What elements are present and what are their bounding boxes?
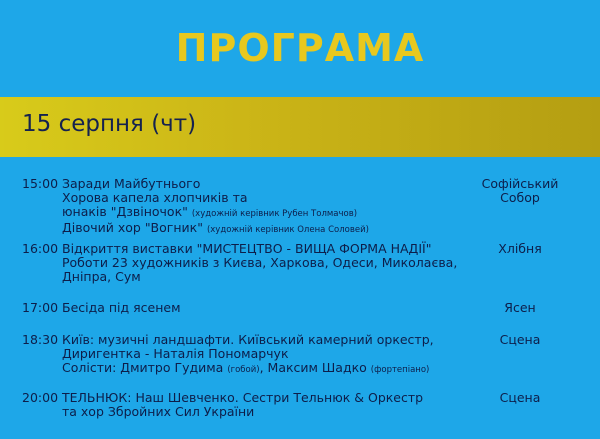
page-title: ПРОГРАМА <box>175 26 425 70</box>
event-line: Роботи 23 художників з Києва, Харкова, Одеси, Миколаєва, <box>62 255 458 270</box>
event-place: Сцена <box>499 390 541 405</box>
event-line: Хорова капела хлопчиків та <box>62 190 248 205</box>
event-time: 16:00 <box>22 241 59 256</box>
event-text: Дівочий хор "Вогник" <box>62 220 203 235</box>
date-heading: 15 серпня (чт) <box>22 111 197 137</box>
event-line: ТЕЛЬНЮК: Наш Шевченко. Сестри Тельнюк & Оркестр <box>62 390 424 405</box>
event-place: Хлібня <box>498 241 542 256</box>
event-time: 20:00 <box>22 390 59 405</box>
event-line: Заради Майбутнього <box>62 176 201 191</box>
event-note: (гобой) <box>227 365 260 375</box>
event-note: (художній керівник Рубен Толмачов) <box>191 209 358 219</box>
event-note: (фортепіано) <box>370 365 430 375</box>
event-description <box>62 242 482 284</box>
event-line: Диригентка - Наталія Пономарчук <box>62 346 289 361</box>
event-line: та хор Збройних Сил України <box>62 404 255 419</box>
event-text: Солісти: Дмитро Гудима <box>62 360 224 375</box>
event-description <box>62 177 482 237</box>
event-place: Ясен <box>504 300 536 315</box>
date-band <box>0 97 600 157</box>
event-time: 18:30 <box>22 332 59 347</box>
event-text: юнаків "Дзвіночок" <box>62 204 188 219</box>
event-line <box>62 361 482 377</box>
event-line: Відкриття виставки "МИСТЕЦТВО - ВИЩА ФОРМА НАДІЇ" <box>62 241 432 256</box>
place-line: Софійський <box>481 176 559 191</box>
place-line: Собор <box>500 190 540 205</box>
event-line <box>62 205 482 221</box>
event-text: , Максим Шадко <box>259 360 367 375</box>
event-line <box>62 221 482 237</box>
event-time: 17:00 <box>22 300 59 315</box>
event-place: Сцена <box>499 332 541 347</box>
event-description <box>62 391 482 419</box>
event-description <box>62 333 482 377</box>
event-description <box>62 301 482 315</box>
event-line: Дніпра, Сум <box>62 269 141 284</box>
event-place <box>460 177 580 205</box>
event-line: Бесіда під ясенем <box>62 300 181 315</box>
event-note: (художній керівник Олена Соловей) <box>206 225 369 235</box>
event-time: 15:00 <box>22 176 59 191</box>
event-line: Київ: музичні ландшафти. Київський камерний оркестр, <box>62 332 434 347</box>
